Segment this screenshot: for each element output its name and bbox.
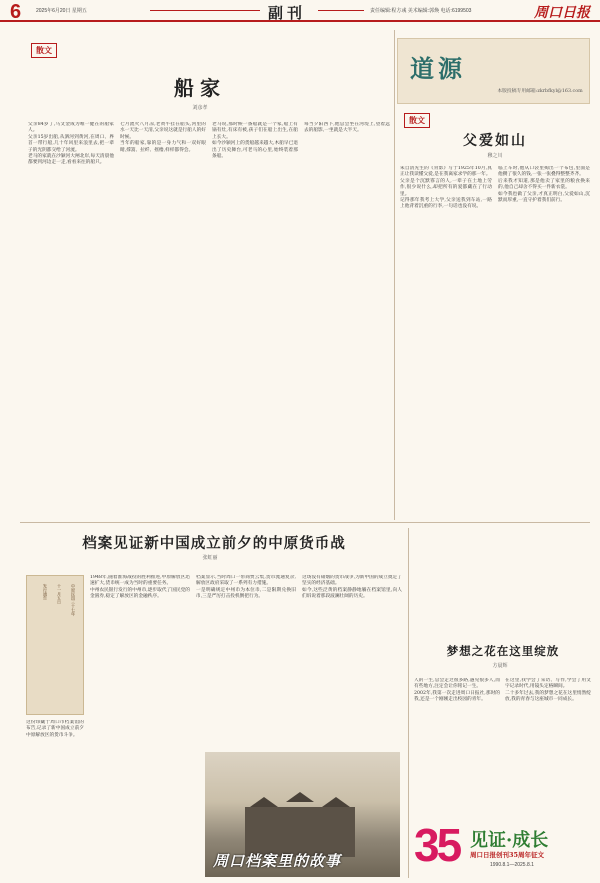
currency-column-1 xyxy=(90,575,190,878)
paragraph: 如今我也做了父亲,才真正明白,父爱如山,沉默而厚重,一直守护着我们前行。 xyxy=(498,191,590,204)
photo-caption: 周口档案里的故事 xyxy=(213,852,342,870)
paragraph: 这场没有硝烟的货币战争,为新中国的成立奠定了坚实的经济基础。 xyxy=(302,575,402,587)
boat-article-tag xyxy=(31,38,57,58)
archive-building-photo xyxy=(205,752,400,877)
dream-column-1 xyxy=(414,678,500,810)
header-rule-right xyxy=(318,10,364,11)
paragraph: 记得那年我考上大学,父亲送我到车站,一路上他背着沉重的行李,一句话也没有说。 xyxy=(400,198,492,210)
paragraph: 2002年,我第一次走进周口日报社,那时的我,还是一个刚刚走出校园的青年。 xyxy=(414,690,500,703)
paragraph: 临上车时,他从口袋里掏出一个布包,里面是他攒了很久的钱,一张一张叠得整整齐齐。 xyxy=(498,166,590,178)
anniversary-subheading: 周口日报创刊35周年征文 xyxy=(470,851,545,859)
editor-credits: 责任编辑:程方彧 美术编辑:郭焕 电话:6199503 xyxy=(370,8,472,14)
father-article-author: 穆之川 xyxy=(487,153,503,159)
anniversary-heading: 见证·成长 xyxy=(470,830,549,851)
dream-article-author: 方晨辉 xyxy=(492,663,508,669)
header-rule-left xyxy=(150,10,260,11)
boat-column-3 xyxy=(212,122,298,517)
paragraph: 老马的家就在沙颍河大闸北岸,每天清晨他都要到河边走一走,看看来往的船只。 xyxy=(28,154,114,166)
paragraph: 在这里,我学会了采访、写作,学会了用文字记录时代,用镜头定格瞬间。 xyxy=(505,678,591,690)
father-column-1 xyxy=(400,166,492,518)
daoyuan-title: 道源 xyxy=(410,54,466,83)
paragraph: 朱自清先生的《背影》写于1925年10月,真正让我读懂父爱,是在我离家求学的那一年。 xyxy=(400,166,492,178)
boat-tag-label: 散文 xyxy=(31,43,57,58)
section-divider xyxy=(20,522,590,523)
section-title: 副刊 xyxy=(268,4,307,22)
paragraph: 人的一生,总会走过很多路,遇见很多人,而有些地方,注定会让你铭记一生。 xyxy=(414,678,500,690)
boat-column-1 xyxy=(28,122,114,517)
doc-line: 中原民国三十七年 xyxy=(71,584,76,616)
boat-column-2 xyxy=(120,122,206,517)
currency-column-0 xyxy=(26,720,84,878)
paragraph: 每当夕阳西下,他总会坐在河堤上,望着远去的船影,一坐就是大半天。 xyxy=(304,122,390,134)
paragraph: 一是明确规定中州币为本位币,二是限期兑换旧币,三是严厉打击投机倒把行为。 xyxy=(196,587,296,600)
archive-document-photo xyxy=(26,575,84,715)
doc-line: 十一月五日 xyxy=(57,584,62,604)
anniversary-banner xyxy=(410,816,595,878)
paragraph: 如今沙颍河上的货船越来越大,木船早已退出了历史舞台,可老马的心里,始终装着那条船。 xyxy=(212,141,298,160)
paragraph: 父亲是个沉默寡言的人,一辈子在土地上劳作,很少说什么,却把所有的爱都藏在了行动里。 xyxy=(400,178,492,197)
currency-column-3 xyxy=(302,575,402,747)
paragraph: 1948年,随着淮海战役的胜利推进,中原解放区迅速扩大,货币统一成为当时的重要任务。 xyxy=(90,575,190,587)
paragraph: 父亲84岁了,马文金成为唯一健在的船家人。 xyxy=(28,122,114,134)
submission-email: 本版投稿专用邮箱:zkrbfkyl@163.com xyxy=(497,89,583,94)
father-column-2 xyxy=(498,166,590,518)
doc-line: 发行通告 xyxy=(43,584,48,600)
anniversary-number: 35 xyxy=(414,819,460,871)
dream-article-title: 梦想之花在这里绽放 xyxy=(446,644,560,658)
building-roof xyxy=(322,797,350,807)
father-article-title: 父爱如山 xyxy=(463,133,527,149)
page-number: 6 xyxy=(10,1,22,23)
anniversary-dates: 1990.8.1—2025.8.1 xyxy=(490,862,534,868)
father-tag-label: 散文 xyxy=(404,113,430,128)
paragraph: 老马说,那时候一条船就是一个家,船上有锅有灶,有床有被,孩子们在船上出生,在船上长大。 xyxy=(212,122,298,140)
paragraph: 中州农民银行发行的中州币,逐步取代了国民党的金圆券,稳定了解放区的金融秩序。 xyxy=(90,587,190,600)
paragraph: 后来我才知道,那是他卖了家里的粮食换来的,他自己却舍不得买一件新衣裳。 xyxy=(498,178,590,191)
currency-article-title: 档案见证新中国成立前夕的中原货币战 xyxy=(82,535,346,552)
paragraph: 父亲15岁出船,从泗河到黄河,在周口、界首一带行船,几十年风里来浪里去,把一辈子的光阴都交给了河流。 xyxy=(28,134,114,153)
currency-column-2 xyxy=(196,575,296,747)
paragraph: 档案显示,当时周口一带商贾云集,货币流通复杂,解放区政府采取了一系列有力措施。 xyxy=(196,575,296,587)
masthead xyxy=(0,0,600,22)
paragraph: 这份珍藏于周口市档案馆的布告,记录了新中国成立前夕中原解放区的货币斗争。 xyxy=(26,720,84,738)
currency-article-author: 张虹丽 xyxy=(202,555,218,561)
daoyuan-banner xyxy=(397,38,590,104)
father-article-tag xyxy=(404,108,430,128)
column-divider xyxy=(408,528,409,878)
boat-article-title: 船家 xyxy=(174,76,226,100)
newspaper-logo: 周口日报 xyxy=(534,5,590,21)
publish-date: 2025年6月20日 星期五 xyxy=(36,8,87,14)
paragraph: 如今,这些泛黄的档案静静地躺在档案馆里,向人们诉说着那段波澜壮阔的历史。 xyxy=(302,587,402,600)
column-divider xyxy=(394,30,395,520)
boat-article-author: 刘彦孝 xyxy=(192,105,208,111)
boat-column-4 xyxy=(304,122,390,517)
paragraph: 七月流火八月凉,老黄牛挂在船头,河里的水一天比一天清,父亲说这就是行船人的好时候。 xyxy=(120,122,206,140)
building-roof xyxy=(250,797,278,807)
paragraph: 当年的船家,靠的是一身力气和一双好眼睛,撑篙、拉纤、摇橹,样样都得会。 xyxy=(120,141,206,153)
paragraph: 二十多年过去,我的梦想之花在这里悄然绽放,我的青春与这座城市一同成长。 xyxy=(505,690,591,703)
building-roof xyxy=(286,792,314,802)
dream-column-2 xyxy=(505,678,591,810)
